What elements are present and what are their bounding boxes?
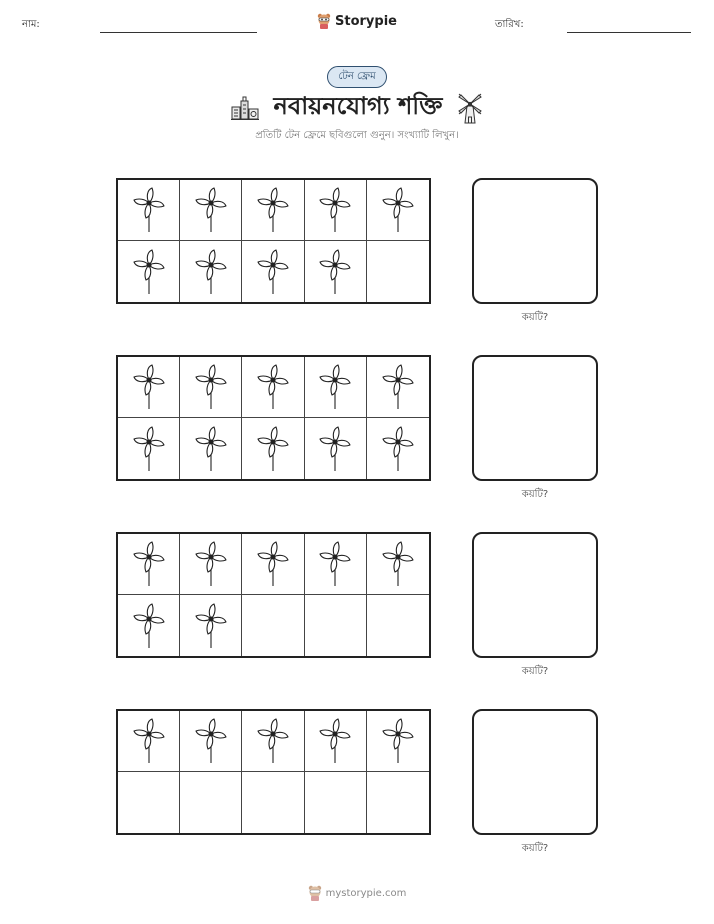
pinwheel-icon: [318, 248, 352, 296]
ten-frame-cell: [180, 534, 242, 595]
ten-frame: [116, 178, 431, 304]
ten-frame-cell: [242, 418, 304, 479]
answer-box[interactable]: [472, 355, 598, 481]
ten-frame-cell: [305, 711, 367, 772]
ten-frame-cell: [180, 711, 242, 772]
ten-frame-cell: [180, 180, 242, 241]
ten-frame-cell: [242, 180, 304, 241]
title-row: [0, 88, 714, 128]
pinwheel-icon: [318, 186, 352, 234]
pinwheel-icon: [381, 540, 415, 588]
ten-frame-cell: [367, 180, 429, 241]
footer-url[interactable]: mystorypie.com: [325, 887, 407, 899]
ten-frame: [116, 532, 431, 658]
answer-box[interactable]: [472, 178, 598, 304]
pinwheel-icon: [256, 186, 290, 234]
pinwheel-icon: [256, 425, 290, 473]
ten-frame-cell: [242, 357, 304, 418]
pinwheel-icon: [194, 186, 228, 234]
ten-frame-cell: [367, 534, 429, 595]
count-prompt: কয়টি?: [521, 843, 549, 854]
pinwheel-icon: [256, 248, 290, 296]
pinwheel-icon: [132, 602, 166, 650]
pinwheel-icon: [318, 363, 352, 411]
ten-frame-cell: [367, 711, 429, 772]
pinwheel-icon: [256, 363, 290, 411]
date-label: তারিখ:: [495, 19, 524, 30]
ten-frame-cell: [118, 357, 180, 418]
ten-frame-cell: [305, 772, 367, 833]
windmill-icon: [456, 92, 484, 124]
count-prompt: কয়টি?: [521, 312, 549, 323]
answer-box[interactable]: [472, 709, 598, 835]
pinwheel-icon: [381, 363, 415, 411]
pinwheel-icon: [256, 717, 290, 765]
footer: [0, 885, 714, 901]
storypie-mascot-icon: [308, 885, 322, 901]
pinwheel-icon: [318, 425, 352, 473]
ten-frame: [116, 709, 431, 835]
ten-frame-cell: [118, 418, 180, 479]
ten-frame-cell: [118, 180, 180, 241]
ten-frame-cell: [242, 534, 304, 595]
ten-frame-cell: [180, 241, 242, 302]
brand-name: Storypie: [335, 13, 397, 29]
ten-frame-cell: [118, 595, 180, 656]
power-plant-icon: [230, 95, 260, 121]
ten-frame-cell: [367, 595, 429, 656]
date-line[interactable]: [567, 32, 691, 33]
ten-frame-cell: [242, 772, 304, 833]
name-label: নাম:: [22, 19, 40, 30]
ten-frame-cell: [367, 772, 429, 833]
pinwheel-icon: [194, 425, 228, 473]
ten-frame-cell: [242, 595, 304, 656]
worksheet-title: নবায়নযোগ্য শক্তি: [273, 92, 443, 120]
ten-frame-cell: [367, 418, 429, 479]
ten-frame-cell: [367, 241, 429, 302]
ten-frame-cell: [305, 357, 367, 418]
ten-frame-cell: [242, 711, 304, 772]
pinwheel-icon: [194, 717, 228, 765]
ten-frame-cell: [118, 772, 180, 833]
pinwheel-icon: [132, 186, 166, 234]
ten-frame: [116, 355, 431, 481]
pinwheel-icon: [132, 363, 166, 411]
pinwheel-icon: [194, 363, 228, 411]
pinwheel-icon: [256, 540, 290, 588]
pinwheel-icon: [132, 425, 166, 473]
ten-frame-cell: [118, 534, 180, 595]
pinwheel-icon: [381, 717, 415, 765]
ten-frame-cell: [180, 772, 242, 833]
pinwheel-icon: [381, 186, 415, 234]
ten-frame-cell: [305, 180, 367, 241]
storypie-mascot-icon: [317, 13, 331, 29]
ten-frame-cell: [242, 241, 304, 302]
ten-frame-cell: [367, 357, 429, 418]
ten-frame-cell: [180, 357, 242, 418]
pinwheel-icon: [194, 602, 228, 650]
ten-frame-cell: [180, 418, 242, 479]
pinwheel-icon: [132, 717, 166, 765]
name-line[interactable]: [100, 32, 257, 33]
pinwheel-icon: [132, 248, 166, 296]
ten-frame-cell: [305, 534, 367, 595]
pinwheel-icon: [381, 425, 415, 473]
topic-tag: টেন ফ্রেম: [327, 66, 387, 88]
ten-frame-cell: [180, 595, 242, 656]
brand-logo: [0, 13, 714, 29]
ten-frame-cell: [305, 595, 367, 656]
ten-frame-cell: [118, 711, 180, 772]
count-prompt: কয়টি?: [521, 666, 549, 677]
ten-frame-cell: [118, 241, 180, 302]
ten-frame-cell: [305, 418, 367, 479]
pinwheel-icon: [318, 540, 352, 588]
pinwheel-icon: [194, 540, 228, 588]
pinwheel-icon: [318, 717, 352, 765]
count-prompt: কয়টি?: [521, 489, 549, 500]
ten-frame-cell: [305, 241, 367, 302]
instructions: প্রতিটি টেন ফ্রেমে ছবিগুলো গুনুন। সংখ্যাটি লিখুন।: [255, 130, 459, 141]
pinwheel-icon: [194, 248, 228, 296]
pinwheel-icon: [132, 540, 166, 588]
answer-box[interactable]: [472, 532, 598, 658]
